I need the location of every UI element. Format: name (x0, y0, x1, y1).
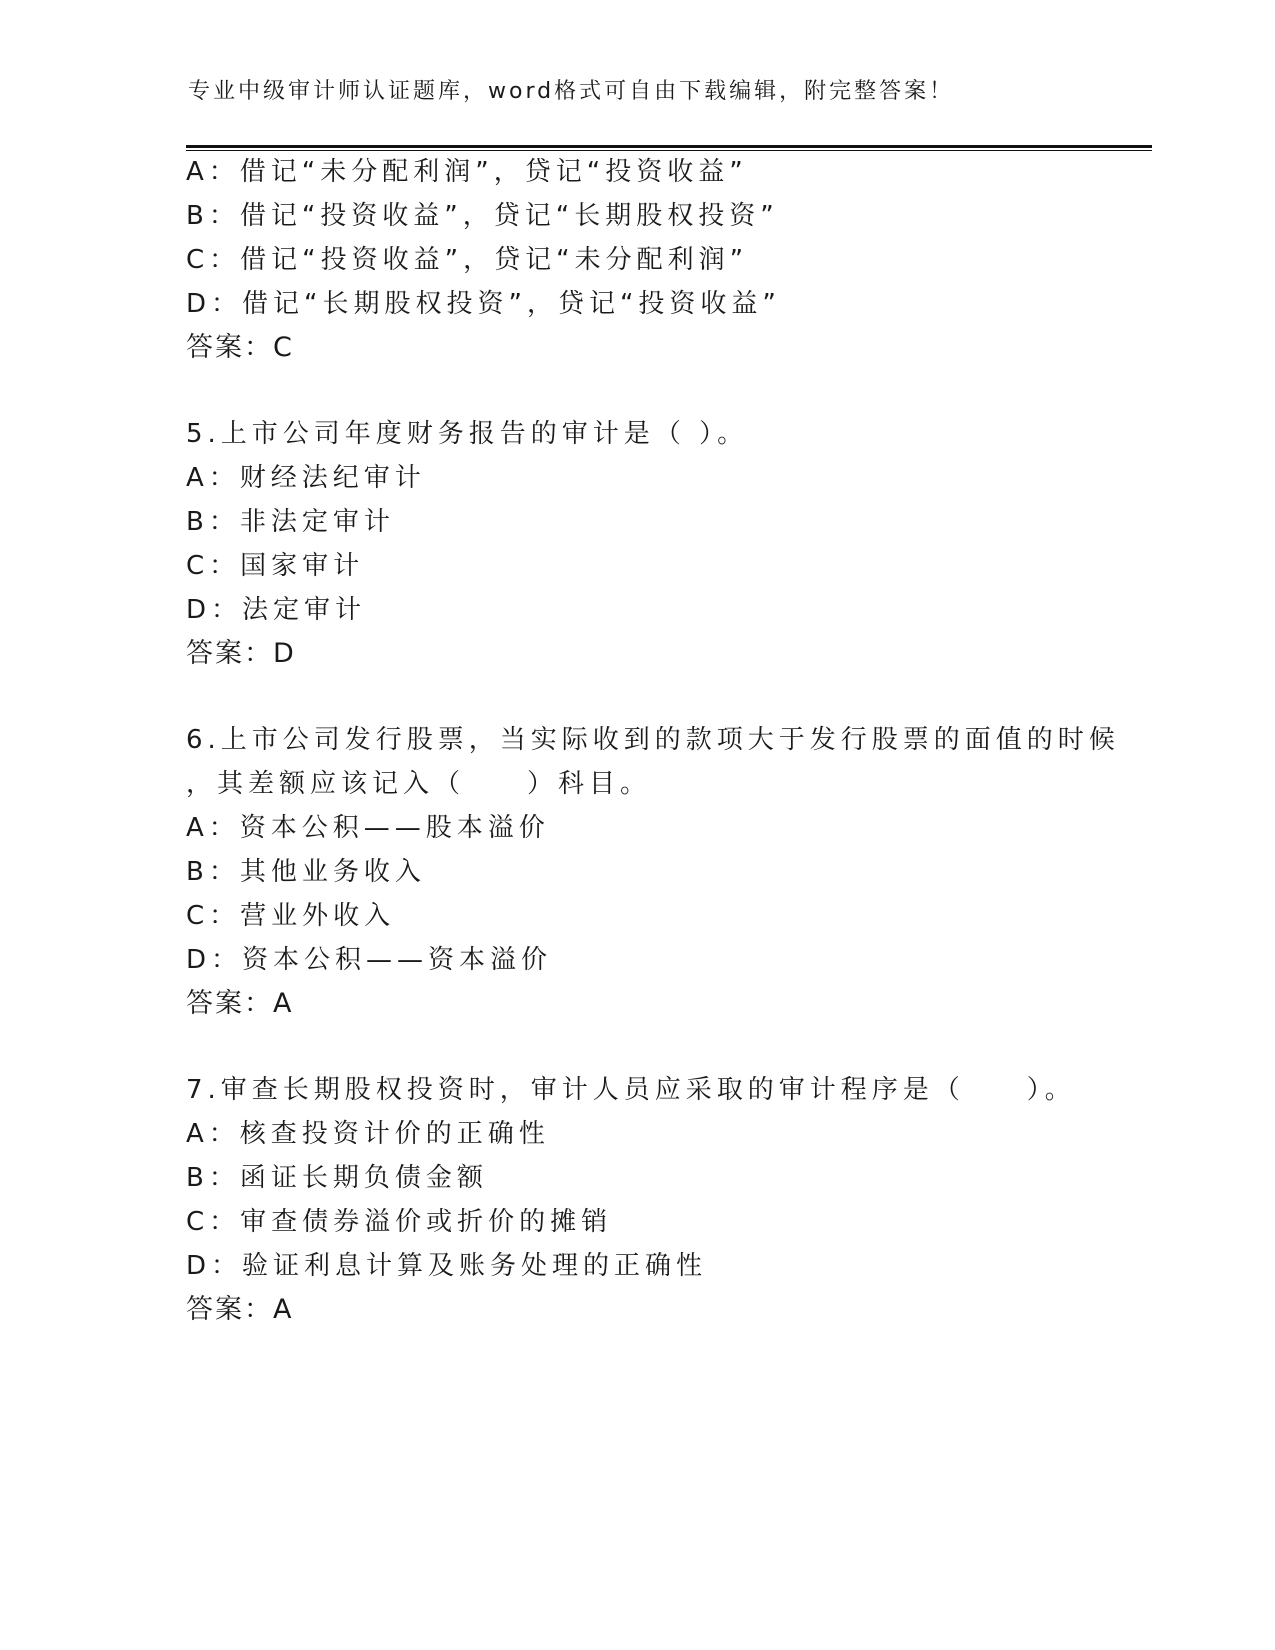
header-divider-thick (186, 145, 1152, 148)
q5-stem: 5.上市公司年度财务报告的审计是（ ）。 (186, 419, 749, 449)
q6-option-a: A：资本公积——股本溢价 (186, 813, 550, 843)
q6-stem: 6.上市公司发行股票，当实际收到的款项大于发行股票的面值的时候 (186, 725, 1120, 755)
q6-option-c: C：营业外收入 (186, 901, 396, 931)
q6-answer: 答案：A (186, 988, 294, 1019)
header-divider-thin (186, 150, 1152, 151)
q4-option-c: C：借记“投资收益”，贷记“未分配利润” (186, 245, 749, 275)
q7-option-d: D：验证利息计算及账务处理的正确性 (186, 1251, 708, 1281)
page-header: 专业中级审计师认证题库，word格式可自由下载编辑，附完整答案！ (188, 79, 955, 104)
q4-option-a: A：借记“未分配利润”，贷记“投资收益” (186, 157, 748, 187)
q6-stem-continued: ，其差额应该记入（ ）科目。 (186, 769, 652, 799)
q4-option-d: D：借记“长期股权投资”，贷记“投资收益” (186, 289, 781, 319)
q6-option-d: D：资本公积——资本溢价 (186, 945, 553, 975)
q7-stem: 7.审查长期股权投资时，审计人员应采取的审计程序是（ ）。 (186, 1075, 1076, 1105)
q5-option-c: C：国家审计 (186, 551, 365, 581)
q7-option-c: C：审查债券溢价或折价的摊销 (186, 1207, 613, 1237)
q5-option-d: D：法定审计 (186, 595, 367, 625)
q4-option-b: B：借记“投资收益”，贷记“长期股权投资” (186, 201, 779, 231)
q7-answer: 答案：A (186, 1294, 294, 1325)
q5-answer: 答案：D (186, 638, 296, 669)
q4-answer: 答案：C (186, 332, 294, 363)
q7-option-a: A：核查投资计价的正确性 (186, 1119, 550, 1149)
q5-option-a: A：财经法纪审计 (186, 463, 426, 493)
q7-option-b: B：函证长期负债金额 (186, 1163, 488, 1193)
q5-option-b: B：非法定审计 (186, 507, 395, 537)
q6-option-b: B：其他业务收入 (186, 857, 426, 887)
